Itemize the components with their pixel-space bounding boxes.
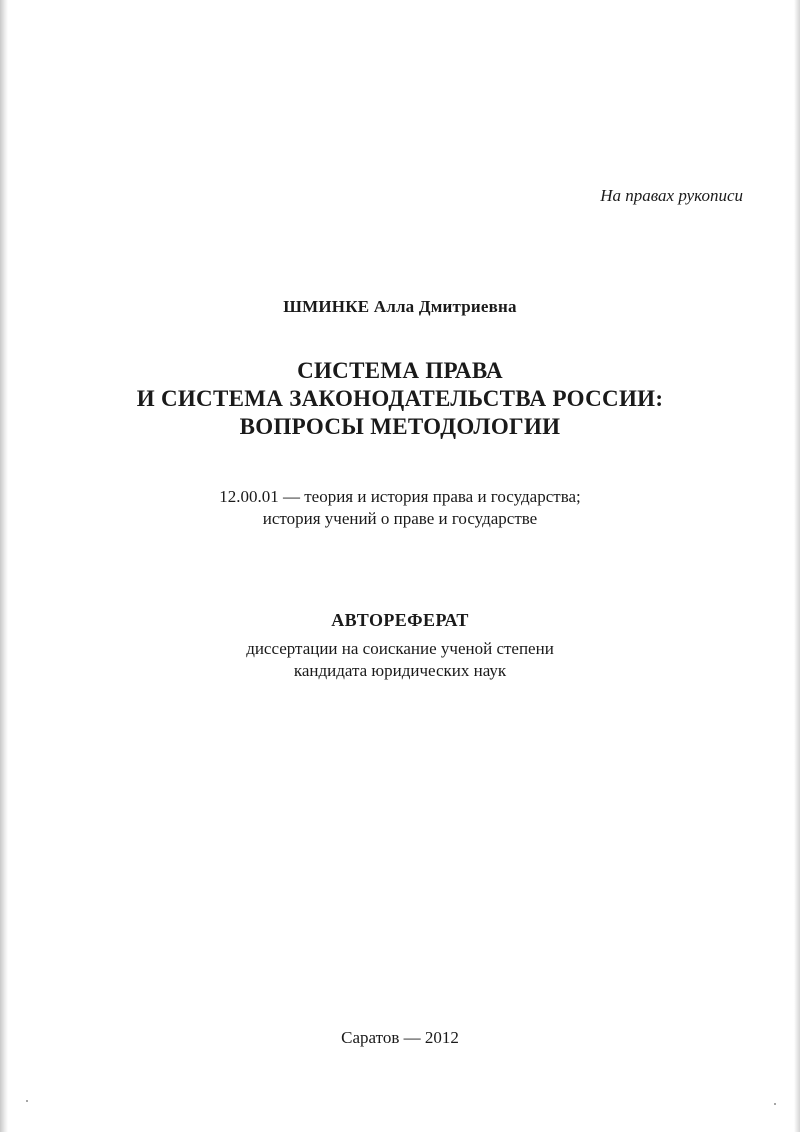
scan-shadow-right: [794, 0, 800, 1132]
scan-shadow-left: [0, 0, 8, 1132]
dissertation-title: [0, 357, 800, 441]
title-line: ВОПРОСЫ МЕТОДОЛОГИИ: [239, 414, 561, 439]
author-name: ШМИНКЕ Алла Дмитриевна: [283, 297, 517, 316]
abstract-description-line: диссертации на соискание ученой степени: [246, 639, 554, 658]
specialty-line: 12.00.01 — теория и история права и государства;: [219, 487, 581, 506]
specialty-code: [0, 486, 800, 530]
abstract-description-line: кандидата юридических наук: [293, 661, 507, 680]
specialty-line: история учений о праве и государстве: [262, 509, 538, 528]
abstract-description: [0, 638, 800, 682]
abstract-label: АВТОРЕФЕРАТ: [331, 610, 469, 630]
manuscript-note: На правах рукописи: [600, 186, 743, 205]
place-year: Саратов — 2012: [341, 1028, 459, 1047]
title-line: СИСТЕМА ПРАВА: [297, 358, 503, 383]
title-line: И СИСТЕМА ЗАКОНОДАТЕЛЬСТВА РОССИИ:: [136, 386, 664, 411]
scan-speck: [774, 1103, 776, 1105]
scan-speck: [26, 1100, 28, 1102]
